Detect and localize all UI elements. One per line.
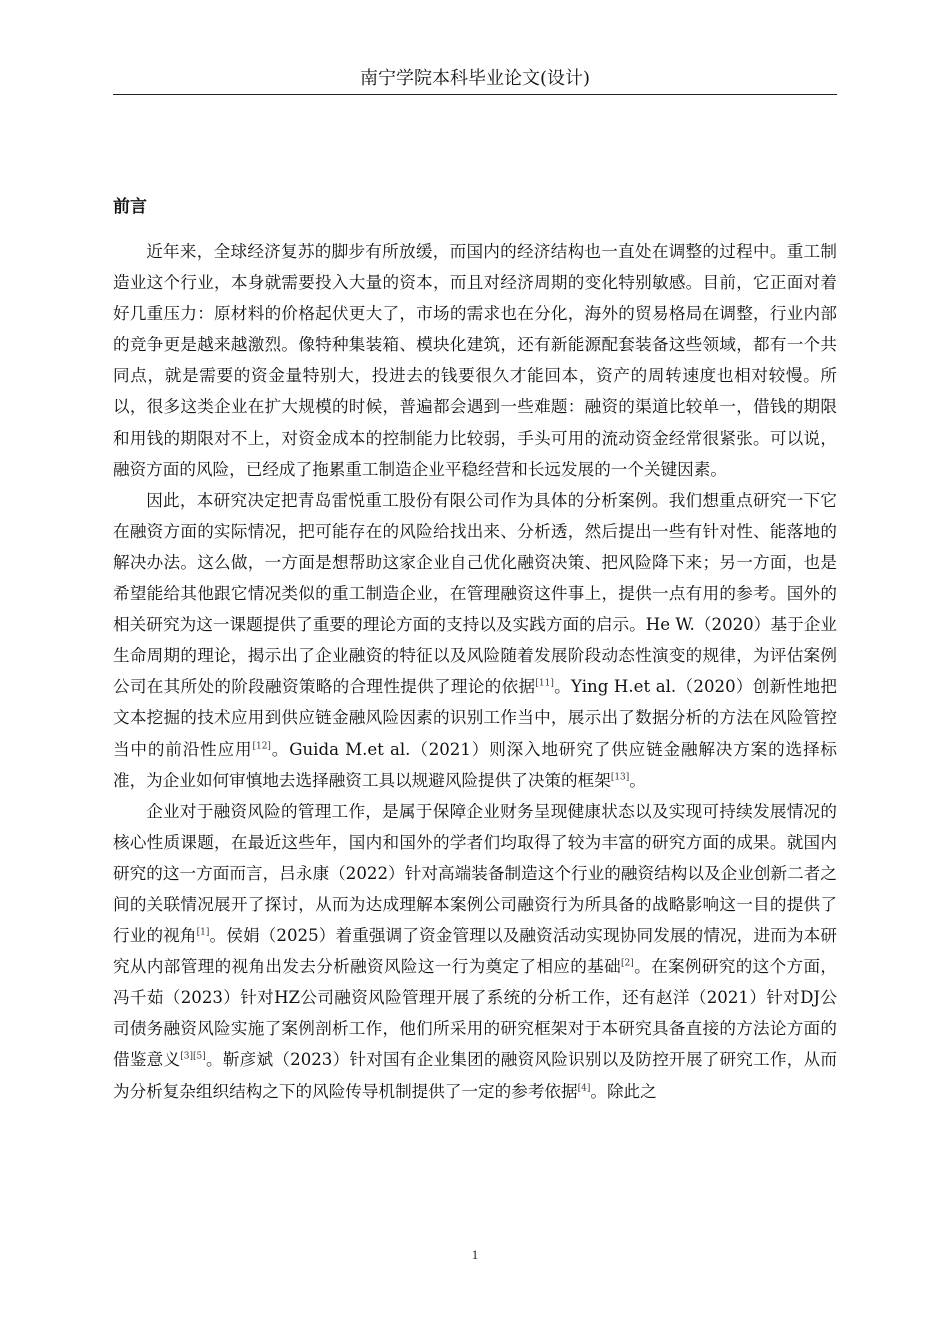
citation-ref: [3][5] xyxy=(180,1051,206,1062)
text-run: 。 xyxy=(629,770,646,790)
paragraph-2 xyxy=(113,485,837,796)
text-run: 企业对于融资风险的管理工作，是属于保障企业财务呈现健康状态以及实现可持续发展情况的核心性质课题，在最近这些年，国内和国外的学者们均取得了较为丰富的研究方面的成果。就国内研究的这一方面而言，吕永康（2022）针对高端装备制造这个行业的融资结构以及企业创新二者之间的关联情况展开了探讨，从而为达成理解本案例公司融资行为所具备的战略影响这一目的提供了行业的视角 xyxy=(113,801,837,946)
paragraph-1 xyxy=(113,236,837,485)
section-title: 前言 xyxy=(113,197,147,217)
text-run: 。侯娟（2025）着重强调了资金管理以及融资活动实现协同发展的情况，进而为本研究从内部管理的视角出发去分析融资风险这一行为奠定了相应的基础 xyxy=(113,926,838,977)
text-run: 。除此之 xyxy=(590,1081,657,1101)
text-run: 因此，本研究决定把青岛雷悦重工股份有限公司作为具体的分析案例。我们想重点研究一下它在融资方面的实际情况，把可能存在的风险给找出来、分析透，然后提出一些有针对性、能落地的解决办法。这么做，一方面是想帮助这家企业自己优化融资决策、把风险降下来；另一方面，也是希望能给其他跟它情况类似的重工制造企业，在管理融资这件事上，提供一点有用的参考。国外的相关研究为这一课题提供了重要的理论方面的支持以及实践方面的启示。He W.（2020）基于企业生命周期的理论，揭示出了企业融资的特征以及风险随着发展阶段动态性演变的规律，为评估案例公司在其所处的阶段融资策略的合理性提供了理论的依据 xyxy=(113,490,837,697)
page-number: 1 xyxy=(471,1247,479,1262)
citation-ref: [4] xyxy=(577,1083,591,1093)
text-run: 近年来，全球经济复苏的脚步有所放缓，而国内的经济结构也一直处在调整的过程中。重工制造业这个行业，本身就需要投入大量的资本，而且对经济周期的变化特别敏感。目前，它正面对着好几重压力：原材料的价格起伏更大了，市场的需求也在分化，海外的贸易格局在调整，行业内部的竞争更是越来越激烈。像特种集装箱、模块化建筑，还有新能源配套装备这些领域，都有一个共同点，就是需要的资金量特别大，投进去的钱要很久才能回本，资产的周转速度也相对较慢。所以，很多这类企业在扩大规模的时候，普遍都会遇到一些难题：融资的渠道比较单一，借钱的期限和用钱的期限对不上，对资金成本的控制能力比较弱，手头可用的流动资金经常很紧张。可以说，融资方面的风险，已经成了拖累重工制造企业平稳经营和长远发展的一个关键因素。 xyxy=(113,242,837,479)
citation-ref: [12] xyxy=(252,740,271,751)
citation-ref: [13] xyxy=(610,772,630,783)
text-run: 。靳彦斌（2023）针对国有企业集团的融资风险识别以及防控开展了研究工作，从而为分析复杂组织结构之下的风险传导机制提供了一定的参考依据 xyxy=(113,1050,838,1101)
citation-ref: [2] xyxy=(621,958,634,969)
header-divider xyxy=(113,94,837,95)
paragraph-3 xyxy=(113,796,837,1107)
citation-ref: [11] xyxy=(535,678,554,689)
text-run: 。在案例研究的这个方面，冯千茹（2023）针对HZ公司融资风险管理开展了系统的分析工作，还有赵洋（2021）针对DJ公司债务融资风险实施了案例剖析工作，他们所采用的研究框架对于本研究具备直接的方法论方面的借鉴意义 xyxy=(113,957,838,1070)
page-header-title: 南宁学院本科毕业论文(设计) xyxy=(359,68,591,89)
body-text xyxy=(113,236,837,1107)
text-run: 。Ying H.et al.（2020）创新性地把文本挖掘的技术应用到供应链金融风险因素的识别工作当中，展示出了数据分析的方法在风险管控当中的前沿性应用 xyxy=(113,677,837,759)
citation-ref: [1] xyxy=(196,927,210,938)
text-run: 。Guida M.et al.（2021）则深入地研究了供应链金融解决方案的选择标准，为企业如何审慎地去选择融资工具以规避风险提供了决策的框架 xyxy=(113,739,837,790)
